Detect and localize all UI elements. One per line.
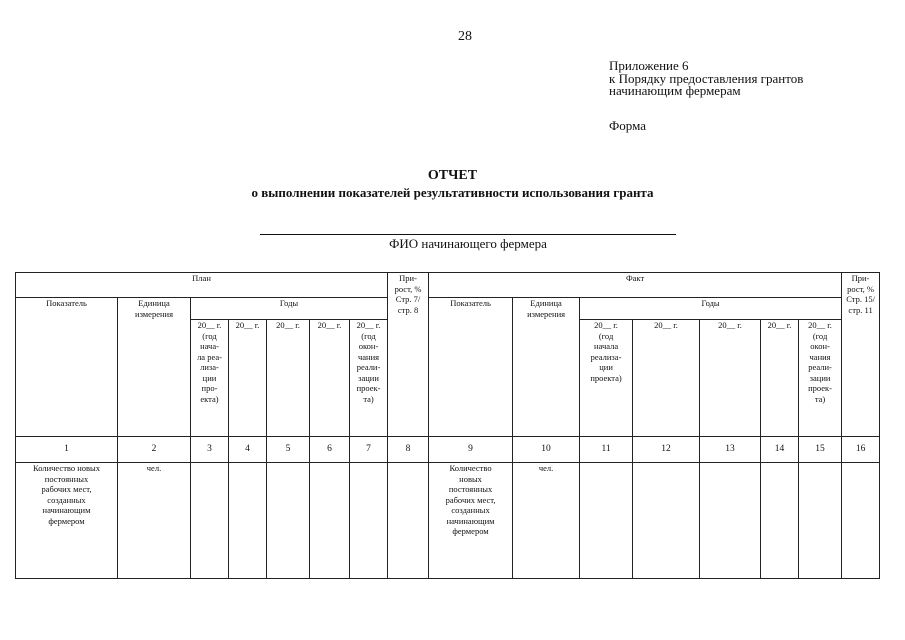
table-header-row — [16, 273, 880, 298]
value-cell — [700, 463, 761, 579]
column-number: 9 — [429, 437, 513, 463]
year-fact-2: 20__ г. — [633, 320, 700, 437]
value-cell — [633, 463, 700, 579]
table-subheader-row — [16, 298, 880, 320]
years-header-fact: Годы — [580, 298, 842, 320]
column-number: 4 — [229, 437, 267, 463]
column-number: 2 — [118, 437, 191, 463]
year-fact-4: 20__ г. — [761, 320, 799, 437]
growth-fact-header: При- рост, % Стр. 15/ стр. 11 — [842, 273, 880, 437]
column-number: 11 — [580, 437, 633, 463]
year-plan-2: 20__ г. — [229, 320, 267, 437]
year-plan-3: 20__ г. — [267, 320, 310, 437]
column-number: 12 — [633, 437, 700, 463]
report-table — [15, 272, 880, 579]
column-number: 15 — [799, 437, 842, 463]
indicator-header-plan: Показатель — [16, 298, 118, 437]
column-number: 13 — [700, 437, 761, 463]
column-number: 16 — [842, 437, 880, 463]
column-number: 8 — [388, 437, 429, 463]
table-row — [16, 463, 880, 579]
page-number: 28 — [458, 29, 472, 44]
value-cell — [388, 463, 429, 579]
value-cell — [761, 463, 799, 579]
appendix-line-2: к Порядку предоставления грантов — [609, 70, 804, 86]
column-number: 3 — [191, 437, 229, 463]
column-number: 6 — [310, 437, 350, 463]
column-number: 5 — [267, 437, 310, 463]
appendix-line-3: начинающим фермерам — [609, 83, 741, 98]
plan-header: План — [16, 273, 388, 298]
appendix-note — [609, 60, 803, 98]
column-number: 1 — [16, 437, 118, 463]
fact-header: Факт — [429, 273, 842, 298]
value-cell — [191, 463, 229, 579]
year-end-fact: 20__ г. (год окон- чания реали- зации проек- та) — [799, 320, 842, 437]
name-line — [260, 234, 676, 235]
growth-plan-header: При- рост, % Стр. 7/ стр. 8 — [388, 273, 429, 437]
value-cell — [267, 463, 310, 579]
form-label: Форма — [609, 118, 646, 133]
report-title: ОТЧЕТ — [427, 168, 478, 183]
indicator-cell-fact: Количество новых постоянных рабочих мест, созданных начинающим фермером — [429, 463, 513, 579]
value-cell — [842, 463, 880, 579]
unit-cell-plan: чел. — [118, 463, 191, 579]
value-cell — [580, 463, 633, 579]
appendix-line-1: Приложение 6 — [609, 58, 689, 73]
year-end-plan: 20__ г. (год окон- чания реали- зации проек- та) — [350, 320, 388, 437]
year-plan-4: 20__ г. — [310, 320, 350, 437]
report-subtitle: о выполнении показателей результативности использования гранта — [251, 185, 654, 200]
value-cell — [799, 463, 842, 579]
year-start-fact: 20__ г. (год начала реализа- ции проекта) — [580, 320, 633, 437]
column-number: 14 — [761, 437, 799, 463]
value-cell — [229, 463, 267, 579]
unit-header-plan: Единица измерения — [118, 298, 191, 437]
year-start-plan: 20__ г. (год нача- ла реа- лиза- ции про- екта) — [191, 320, 229, 437]
indicator-cell-plan: Количество новых постоянных рабочих мест, созданных начинающим фермером — [16, 463, 118, 579]
value-cell — [350, 463, 388, 579]
column-numbers-row — [16, 437, 880, 463]
name-caption: ФИО начинающего фермера — [389, 236, 547, 251]
year-fact-3: 20__ г. — [700, 320, 761, 437]
column-number: 10 — [513, 437, 580, 463]
value-cell — [310, 463, 350, 579]
column-number: 7 — [350, 437, 388, 463]
years-header-plan: Годы — [191, 298, 388, 320]
unit-header-fact: Единица измерения — [513, 298, 580, 437]
indicator-header-fact: Показатель — [429, 298, 513, 437]
unit-cell-fact: чел. — [513, 463, 580, 579]
